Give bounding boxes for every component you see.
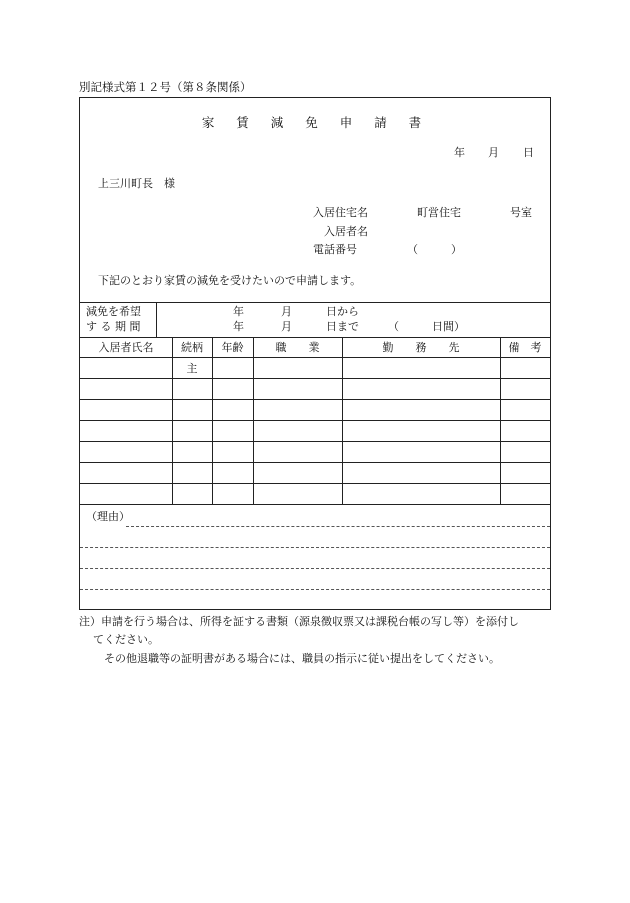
table-top-line [80, 337, 550, 338]
period-end-month: 月 [281, 320, 292, 333]
statement: 下記のとおり家賃の減免を受けたいので申請します。 [98, 274, 362, 287]
table-row-line [80, 462, 550, 463]
table-row-line [80, 483, 550, 484]
note-line-3: その他退職等の証明書がある場合には、職員の指示に従い提出をしてください。 [104, 652, 500, 665]
date-year: 年 [454, 146, 465, 159]
period-label-line1: 減免を希望 [86, 305, 141, 318]
table-row-line [80, 399, 550, 400]
header-occupation: 職 業 [275, 341, 320, 354]
table-header-line [80, 357, 550, 358]
period-label-line2: す る 期 間 [86, 320, 141, 333]
phone-label: 電話番号 [313, 243, 357, 256]
table-col-divider [212, 337, 213, 504]
date-day: 日 [523, 146, 534, 159]
period-start-month: 月 [281, 305, 292, 318]
reason-line[interactable] [126, 526, 550, 527]
header-remarks: 備 考 [508, 341, 542, 354]
header-workplace: 勤 務 先 [382, 341, 460, 354]
residence-label: 入居住宅名 [313, 206, 368, 219]
table-row-line [80, 378, 550, 379]
room-label: 号室 [510, 206, 532, 219]
table-row-line [80, 441, 550, 442]
header-relation: 続柄 [181, 341, 203, 354]
note-line-1: 注）申請を行う場合は、所得を証する書類（源泉徴収票又は課税台帳の写し等）を添付し [79, 615, 519, 628]
table-col-divider [253, 337, 254, 504]
form-number: 別記様式第１２号（第８条関係） [79, 80, 252, 94]
table-col-divider [342, 337, 343, 504]
note-line-2: てください。 [93, 633, 159, 646]
table-col-divider [500, 337, 501, 504]
reason-label: （理由） [86, 510, 130, 523]
table-bottom-line [80, 504, 550, 505]
period-end-day: 日まで [326, 320, 359, 333]
relation-head-of-household: 主 [186, 362, 198, 375]
period-end-year: 年 [233, 320, 244, 333]
period-start-day: 日から [326, 305, 359, 318]
period-top-line [80, 302, 550, 303]
header-tenant-name: 入居者氏名 [98, 341, 154, 354]
phone-parentheses: （ ） [407, 243, 462, 256]
application-form [79, 97, 551, 610]
tenant-name-label: 入居者名 [324, 225, 368, 238]
date-month: 月 [488, 146, 499, 159]
residence-value: 町営住宅 [417, 206, 461, 219]
header-age: 年齢 [221, 341, 244, 354]
table-row-line [80, 420, 550, 421]
period-divider [156, 302, 157, 337]
reason-line[interactable] [80, 568, 550, 569]
form-title: 家 賃 減 免 申 請 書 [201, 115, 431, 130]
period-days: （ 日間） [388, 320, 465, 333]
reason-line[interactable] [80, 589, 550, 590]
period-start-year: 年 [233, 305, 244, 318]
reason-line[interactable] [80, 547, 550, 548]
addressee: 上三川町長 様 [98, 177, 175, 190]
